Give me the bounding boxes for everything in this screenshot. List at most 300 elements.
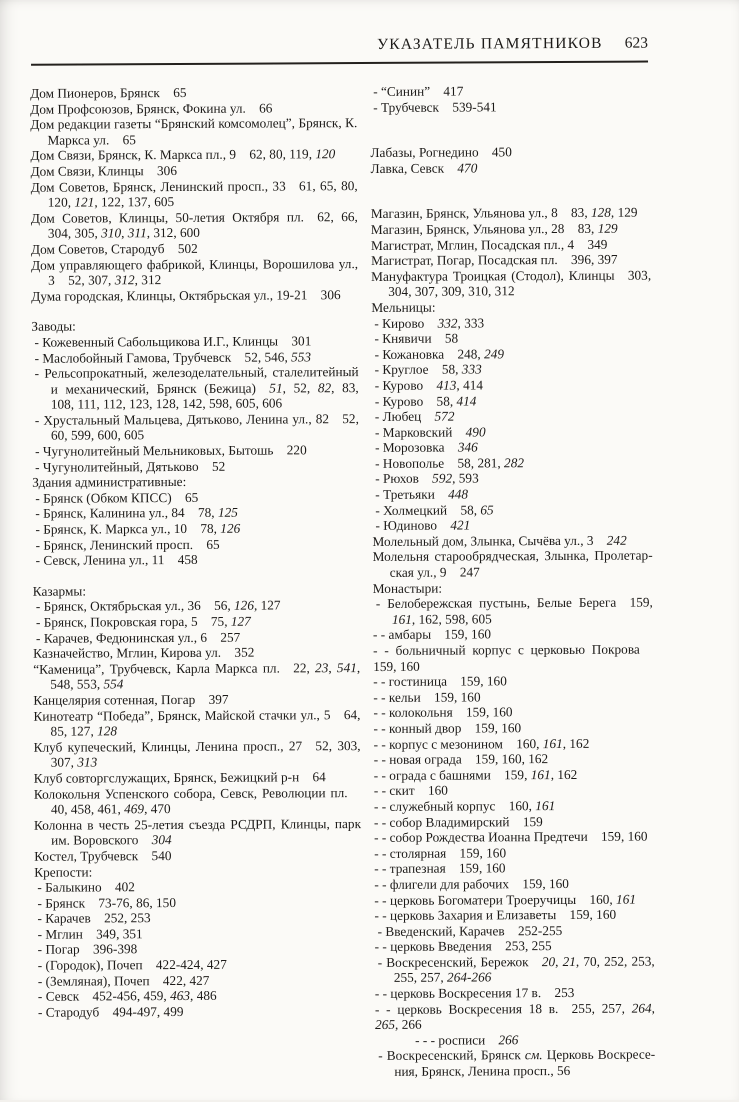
index-entry [372,532,652,549]
ref-gap [231,349,244,364]
index-entry: - Севск 452-456, 459, 463, 486 [37,988,217,1004]
page-ref: 126 [220,520,241,536]
index-entry: - Брянск, Октябрьская ул., 36 56, 126, 127 [35,597,281,615]
entry-text: Севск, Ленина ул., 11 [43,552,165,568]
entry-text: росписи [438,1032,486,1048]
index-entry: - Юдиново 421 [375,517,471,534]
ref-gap [485,1032,498,1047]
entry-text: Чугунолитейный Мельниковых, Бытошь [42,442,274,459]
index-entry: Магистрат, Погар, Посадская пл. 396, 397 [371,251,618,269]
ref-gap [446,845,459,860]
page-ref: 159 [459,845,480,861]
entry-text: Крепости: [34,863,93,880]
page-ref: 304 [388,284,409,300]
entry-text: Клуб совторгслужащих, Брянск, Бежицкий р-н [33,769,300,786]
page-ref: 332 [437,315,458,331]
index-entry: - - скит 160 [373,782,448,799]
page-ref: 52 [342,410,356,427]
page-ref: 56 [214,598,228,614]
ref-gap [462,752,475,767]
ref-gap [505,923,518,938]
entry-text: (Городок), Почеп [45,957,143,973]
page-ref: 252 [604,953,625,969]
entry-text: Мглин [45,926,83,942]
ref-gap [509,814,522,829]
page-ref: 121 [74,194,95,210]
page-ref: 554 [103,676,124,692]
page-ref: 40 [50,801,65,817]
index-entry: - Маслобойный Гамова, Трубчевск 52, 546, 553 [34,348,312,366]
entry-text: Мануфактура Троицкая (Стодол), Клинцы [371,267,615,284]
index-entry: - - церковь Воскресения 17 в. 253 [374,984,575,1002]
index-entry: - - церковь Захария и Елизаветы 159, 160 [374,906,617,924]
page-ref: 266 [401,1016,422,1033]
entry-text: Казначейство, Мглин, Кирова ул. [33,644,222,661]
ref-gap [164,552,177,567]
ref-gap [102,879,115,894]
index-entry: - - корпус с мезонином 160, 161, 162 [373,735,590,752]
entry-text: церковь Воскресения 17 в. [390,985,542,1001]
entry-text: Юдиново [383,517,438,534]
page-ref: 257 [601,1000,622,1016]
entry-text: Новополье [382,455,445,471]
page-ref: 255 [393,970,414,986]
entry-text: Балыкино [45,879,102,895]
page-ref: 599 [70,427,91,444]
page-ref: 310 [101,225,122,241]
entry-text: Дом Пионеров, Брянск [30,85,160,101]
page-ref: 450 [491,144,512,160]
entry-text: ограда с башнями [389,767,491,783]
entry-text: Заводы: [31,318,76,335]
ref-gap [444,160,457,175]
page-ref: 62 [249,146,263,163]
page-ref: 605 [235,395,256,411]
index-entry [34,769,361,786]
ref-gap [446,565,459,580]
ref-gap [207,629,220,644]
entry-text: Здания административные: [32,474,187,491]
ref-gap [79,989,92,1004]
page-ref: 129 [617,204,638,221]
page-ref: 421 [450,517,471,533]
index-entry: - Брянск, Покровская гора, 5 75, 127 [35,613,251,630]
page-ref: 159 [460,673,481,689]
page-ref: 162 [528,751,549,767]
ref-gap [435,487,448,502]
page-ref: 160 [470,626,492,642]
entry-text: Погар [45,941,80,958]
index-entry: - Кирово 332, 333 [374,314,485,331]
index-entry: - Круглое 58, 333 [374,361,482,378]
page-ref: 160 [427,782,448,799]
ref-gap [558,1001,571,1016]
page-ref: 605 [154,194,175,210]
ref-gap [236,147,249,162]
entry-text: Карачев, Федюнинская ул., 6 [43,629,208,646]
page-ref: 598 [445,611,466,627]
entry-text: Курово [382,393,424,409]
page-ref: 52 [293,380,307,396]
page-ref: 313 [77,754,98,770]
entry-text: Воскресенский, Брянск [386,1047,525,1064]
page-ref: 119 [289,146,309,162]
index-entry [371,298,651,315]
page-ref: 349 [587,236,608,252]
ref-gap [424,315,437,330]
page-ref: 60 [50,428,65,444]
ref-gap [280,660,293,675]
ref-gap [503,736,516,751]
page-ref: 266 [498,1032,519,1048]
page-ref: 333 [464,314,485,331]
page-ref: 160 [508,798,529,814]
page-ref: 452-456 [92,988,137,1004]
page-ref: 459 [143,988,164,1004]
index-entry: Колокольня Успенского собора, Севск, Революции пл. 40, 458, 461, 469, 470 [34,785,361,818]
page-ref: 22 [293,660,307,676]
index-entry: - - трапезная 159, 160 [374,860,506,877]
ref-gap [286,178,299,193]
page-ref: 307 [88,272,109,288]
entry-text: Кинотеатр “Победа”, Брянск, Майской стачки ул., 5 [33,706,331,724]
index-entry: - - флигели для рабочих 159, 160 [374,875,569,892]
page-ref: 312 [141,272,162,288]
page-ref: 52 [211,458,226,474]
page-ref: 346 [457,439,478,455]
page-ref: 305 [74,225,95,241]
page-ref: 427 [189,972,210,988]
page-ref: 494-497 [112,1003,157,1020]
page-ref: 247 [459,564,480,580]
ref-gap [588,829,601,844]
page-ref: 486 [196,988,217,1004]
entry-text: Белобережская пустынь, Белые Берега [387,594,617,612]
ref-gap [415,783,428,798]
index-entry: - - церковь Введения 253, 255 [374,938,552,955]
page-ref: 160 [492,704,513,720]
index-entry: - Трубчевск 539-541 [373,98,497,115]
index-entry: Дом управляющего фабрикой, Клинцы, Ворошилова ул., 3 52, 307, 312, 312 [31,255,359,288]
entry-text: собор Рождества Иоанна Предтечи [389,828,588,846]
page-ref: 605 [124,427,145,443]
page-ref: 52 [68,272,82,288]
entry-text: Кирово [382,315,425,331]
page-ref: 220 [286,442,307,458]
ref-gap [246,100,259,115]
page-ref: 304 [47,225,68,242]
entry-text: Дом управляющего фабрикой, Клинцы, Ворошилова ул., 3 [31,255,359,288]
page-ref: 540 [151,847,172,864]
page-ref: 127 [260,597,281,613]
ref-gap [221,645,234,660]
page-ref: 553 [76,676,97,692]
ref-gap [201,598,214,613]
ref-gap [80,942,93,957]
ref-gap [150,973,163,988]
page-ref: 80 [269,146,283,162]
page-ref: 70 [583,953,597,969]
page-ref: 83 [577,220,592,236]
index-entry: - Введенский, Карачев 252-255 [377,922,563,939]
ref-gap [556,907,569,922]
entry-text: Брянск (Обком КПСС) [43,489,172,506]
entry-text: собор Владимирский [389,813,510,830]
ref-gap [421,409,434,424]
index-group [370,144,650,177]
page-ref: 21 [562,953,576,969]
page-ref: 396-398 [92,941,138,957]
entry-text: Севск [45,988,80,1004]
index-entry: - Холмецкий 58, 65 [375,502,494,518]
index-entry: - Марковский 490 [374,424,486,440]
ref-gap [91,911,104,926]
page-ref: 265 [375,1017,396,1033]
index-entry [31,287,358,304]
ref-gap [307,287,320,302]
page-ref: 264-266 [446,969,492,986]
ref-gap [495,798,508,813]
entry-text: Любец [382,408,422,425]
index-entry: - Рельсопрокатный, железоделательный, сталелитейный и механический, Брянск (Бежица) 51, 52, 82, 83, 108, 111, 112, 123, 128, 142, 598, 605, 606 [34,364,359,412]
entry-text: трапезная [389,860,446,877]
page-ref: 82 [317,379,332,395]
entry-text: церковь Захария и Елизаветы [389,907,557,923]
index-entry: - Курово 413, 414 [374,377,484,393]
page-ref: 312 [494,283,515,299]
ref-gap [198,614,211,629]
entry-text: (Земляная), Почеп [45,972,150,989]
entry-text: Лабазы, Рогнедино [370,144,479,161]
index-entry: - (Городок), Почеп 422-424, 427 [37,956,227,973]
page-ref: 264 [631,1000,652,1016]
index-entry: - - - росписи 266 [415,1032,519,1048]
entry-text: Церковь Воскресения, Брянск, Ленина просп., 56 [394,1046,656,1079]
entry-text: Трубчевск [380,99,440,115]
page-ref: 413 [436,377,457,393]
index-entry [31,162,358,179]
entry-text: Дом Советов, Клинцы, 50-летия Октября пл. [30,209,304,226]
page-ref: 83 [570,205,585,221]
page-ref: 422 [162,972,183,988]
entry-text: служебный корпус [389,798,496,814]
page-ref: 159 [373,658,394,674]
ref-gap [187,521,200,536]
entry-text: новая ограда [389,751,462,768]
page-ref: 127 [70,723,91,739]
ref-gap [185,505,198,520]
index-entry: - - ограда с башнями 159, 161, 162 [373,766,578,783]
page-ref: 307 [50,754,71,771]
index-group [33,582,362,1020]
ref-gap [615,267,628,282]
ref-gap [447,502,460,517]
page-ref: 304 [151,832,172,848]
ref-gap [479,145,492,160]
page-ref: 598 [208,396,229,412]
ref-gap [452,424,465,439]
page-ref: 252 [104,910,125,926]
page-ref: 458 [177,552,198,568]
ref-gap [160,85,173,100]
entry-text: Круглое [382,362,429,378]
page-ref: 52 [315,737,329,754]
page-ref: 252-255 [517,922,563,938]
entry-text: Княвичи [382,330,432,347]
entry-text: Чугунолитейный, Дятьково [42,458,199,475]
entry-text: Курово [382,377,424,393]
page-ref: 58 [457,455,471,471]
ref-gap [439,99,452,114]
page-ref: 65 [122,132,136,148]
index-entry: - - церковь Воскресения 18 в. 255, 257, 264, 265, 266 [374,1000,656,1033]
index-entry: Клуб купеческий, Клинцы, Ленина просп., 27 52, 303, 307, 313 [33,737,361,771]
index-entry [30,84,357,101]
entry-text: Дом Связи, Брянск, К. Маркса пл., 9 [30,147,237,164]
index-entry: - - колокольня 159, 160 [373,704,513,721]
index-entry: - Брянск 73-76, 86, 150 [37,894,177,911]
page-ref: 312 [153,225,174,241]
page-ref: 58 [441,361,456,377]
entry-text: Казармы: [32,583,87,599]
entry-text: Лавка, Севск [370,160,445,176]
index-entry: - - гостиница 159, 160 [373,673,507,690]
index-entry: - Мглин 349, 351 [37,926,143,942]
ref-gap [447,674,460,689]
page-ref: 159 [522,813,543,829]
ref-gap [109,132,122,147]
ref-gap [431,627,444,642]
page-ref: 160 [596,906,617,922]
page-ref: 142 [182,396,203,412]
ref-gap [85,895,98,910]
page-ref: 253 [505,938,526,954]
ref-gap [444,346,457,361]
page-ref: 65 [319,177,334,193]
index-entry: Кинотеатр “Победа”, Брянск, Майской стачки ул., 5 64, 85, 127, 128 [33,706,361,739]
page-ref: 606 [262,395,283,411]
entry-text: Канцелярия сотенная, Погар [33,691,196,708]
index-entry: Магазин, Брянск, Ульянова ул., 28 83, 129 [370,220,618,237]
page-ref: 427 [206,956,227,972]
page-ref: 65 [184,489,199,505]
page-ref: 161 [530,766,551,782]
page-ref: 253 [631,953,652,969]
ref-gap [299,769,312,784]
entry-text: Костел, Трубчевск [34,848,139,864]
index-entry: - - столярная 159, 160 [374,845,507,861]
index-entry: - Курово 58, 414 [374,392,477,409]
page-ref: 159 [474,751,496,767]
entry-text: конный двор [388,720,462,736]
page-ref: 58 [436,393,450,409]
left-column [30,84,362,1081]
ref-gap [593,533,606,548]
entry-text: Брянск, Калинина ул., 84 [43,505,185,522]
page-ref: 120 [47,194,68,210]
page-ref: 592 [432,471,453,487]
page-ref: 255 [571,1000,592,1016]
page-ref: 61 [298,177,313,193]
page-ref: 414 [456,392,477,409]
ref-gap [302,738,315,753]
page-ref: 112 [103,396,123,412]
index-entry: - Брянск, Калинина ул., 84 78, 125 [35,505,238,522]
index-entry: - - амбары 159, 160 [372,626,492,643]
index-title: УКАЗАТЕЛЬ ПАМЯТНИКОВ [377,34,603,53]
page-ref: 161 [391,611,412,627]
ref-gap [509,876,522,891]
ref-gap [99,1004,112,1019]
entry-text: амбары [388,627,432,643]
page-ref: 159 [444,626,465,643]
ref-gap [83,926,96,941]
page-ref: 248 [457,346,478,362]
page-ref: 461 [97,801,118,817]
index-entry: Дом Связи, Брянск, К. Маркса пл., 9 62, 80, 119, 120 [30,146,336,164]
index-entry: - Хрустальный Мальцева, Дятьково, Ленина ул., 82 52, 60, 599, 600, 605 [34,410,359,444]
page-ref: 458 [70,801,91,817]
page-ref: 161 [615,891,637,907]
index-entry: - - новая ограда 159, 160, 162 [373,751,549,768]
index-entry: - Брянск, К. Маркса ул., 10 78, 126 [35,520,241,537]
ref-gap [453,705,466,720]
page-ref: 64 [343,706,358,722]
page-ref: 253 [554,984,575,1001]
page-ref: 66 [259,100,273,116]
entry-text: церковь Богоматери Троеручицы [389,891,577,908]
page-ref: 160 [501,720,522,736]
page-ref: 159 [600,828,621,844]
page-ref: 159 [465,704,486,720]
ref-gap [564,221,577,236]
index-entry [33,691,360,708]
index-entry: - - собор Владимирский 159 [373,813,543,830]
index-entry: - Воскресенский, Бережок 20, 21, 70, 252, 253, 255, 257, 264-266 [377,953,655,986]
page-ref: 352 [234,644,255,660]
ref-gap [616,595,629,610]
index-entry: - Княвичи 58 [374,330,459,347]
page-ref: 160 [627,828,648,844]
entry-text: Колонна в честь 25-летия съезда РСДРП, Клинцы, парк им. Воровского [33,815,362,848]
page-ref: 417 [443,83,464,99]
page-ref: 310 [468,283,489,299]
entry-text: Дом Советов, Брянск, Ленинский просп., 33 [30,177,286,195]
page-ref: 160 [501,751,522,767]
entry-text: Мельницы: [371,299,436,315]
page-ref: 414 [463,377,484,393]
page-ref: 572 [434,408,455,424]
page-ref: 539-541 [452,98,497,115]
entry-text: Рюхов [382,471,419,487]
ref-gap [273,442,286,457]
index-entry: “Каменица”, Трубчевск, Карла Маркса пл. 22, 23, 541, 548, 553, 554 [33,659,361,693]
index-entry: Дом Советов, Брянск, Ленинский просп., 33 61, 65, 80, 120, 121, 122, 137, 605 [30,177,358,210]
entry-text: “Синин” [380,83,431,99]
entry-text: Воскресенский, Бережок [386,954,529,970]
page-ref: 162 [569,735,590,751]
page-ref: 546 [264,348,285,365]
entry-text: Третьяки [383,486,435,502]
ref-gap [330,707,343,722]
page-ref: 128 [155,396,176,412]
page-ref: 160 [548,875,569,891]
page-ref: 397 [597,251,618,267]
ref-gap [444,440,457,455]
ref-gap [55,273,68,288]
page-ref: 160 [516,735,537,751]
page-ref: 80 [341,177,355,193]
